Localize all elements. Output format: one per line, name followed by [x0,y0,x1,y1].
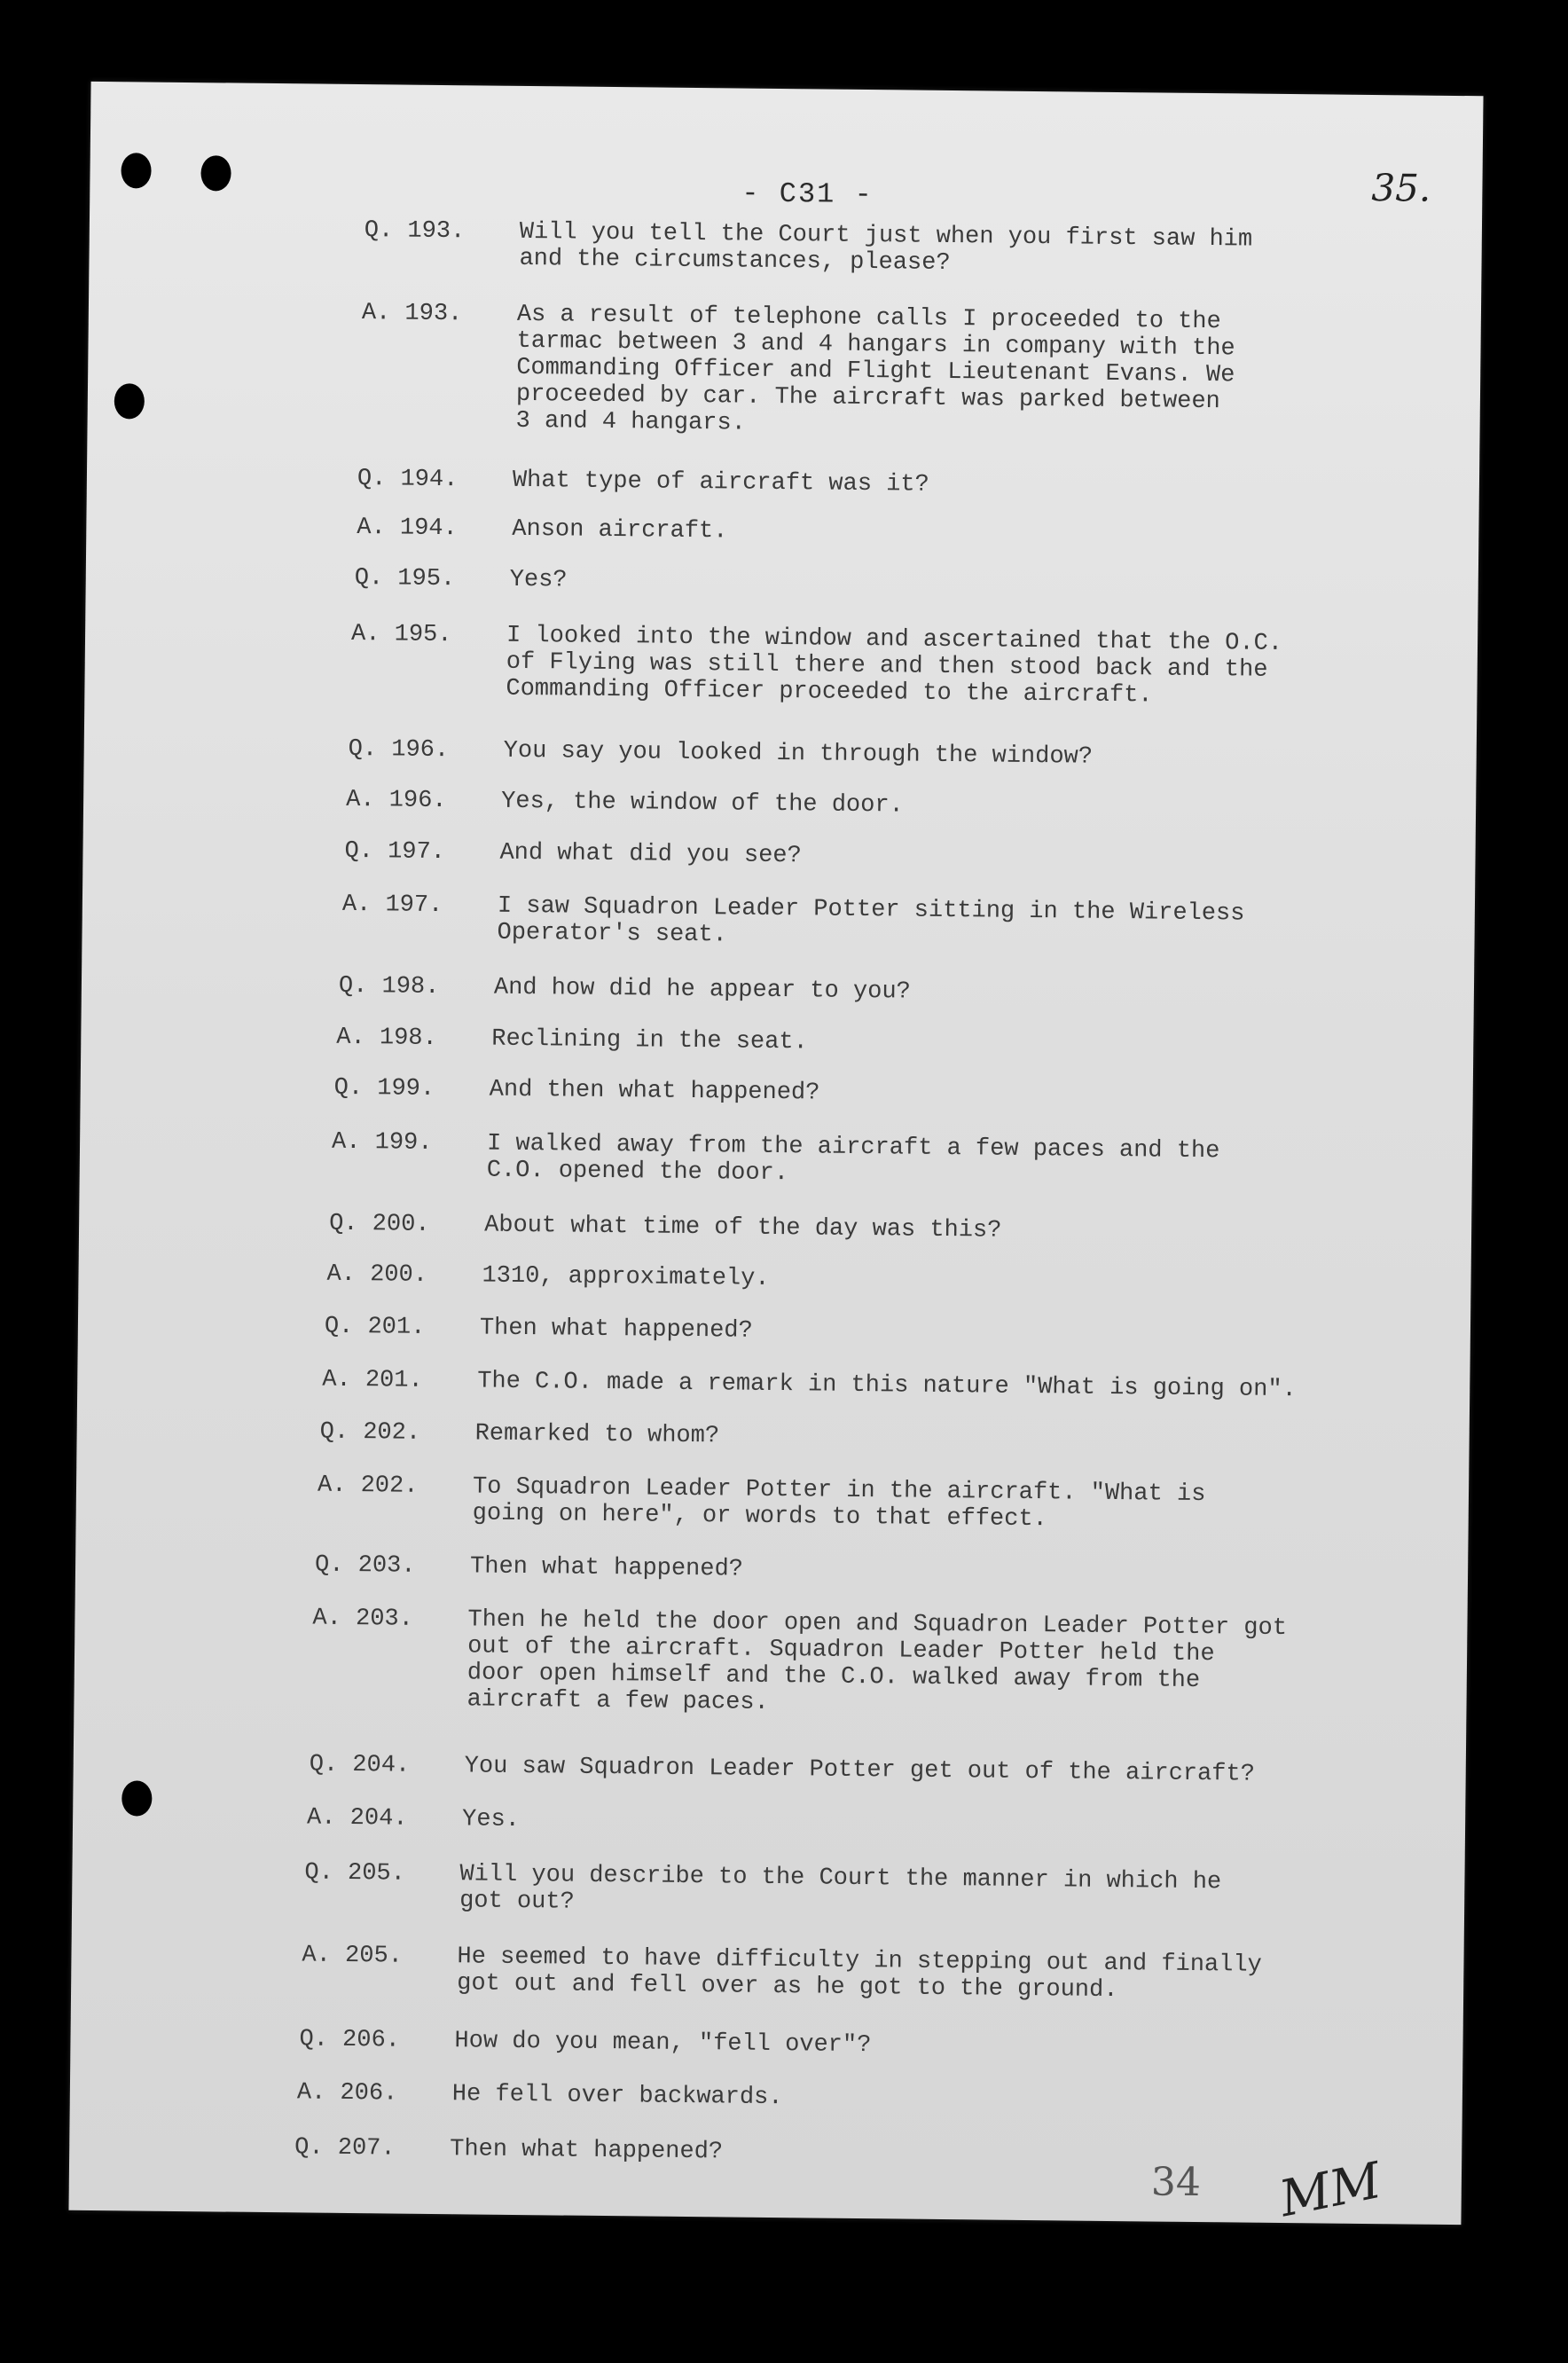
entry-label: Q. 196. [348,735,450,765]
entry-text: Will you tell the Court just when you first saw him and the circumstances, please? [519,218,1253,278]
punch-hole [114,383,145,419]
entry-text: He fell over backwards. [451,2081,783,2112]
entry-text: How do you mean, "fell over"? [454,2028,872,2060]
entry-text: Yes? [509,566,568,594]
entry-text: Will you describe to the Court the manner in which he got out? [459,1861,1222,1916]
qa-entry [326,1260,1568,1292]
qa-entry [302,1942,1568,2005]
qa-entry [341,891,1568,949]
qa-entry [328,1210,1568,1244]
qa-entry [304,1859,1568,1916]
entry-text: And then what happened? [489,1076,820,1107]
entry-label: A. 200. [326,1260,428,1289]
qa-entry [294,2134,1568,2166]
entry-label: Q. 195. [354,564,456,593]
entry-text: Then what happened? [479,1315,753,1345]
qa-entry [361,300,1568,437]
qa-entry [309,1751,1568,1788]
entry-text: Anson aircraft. [512,515,728,546]
entry-label: A. 203. [312,1605,414,1633]
qa-entry [312,1605,1568,1716]
qa-entry [357,466,1568,499]
entry-text: You say you looked in through the window? [503,737,1094,771]
qa-entry [357,514,1568,546]
entry-text: Yes, the window of the door. [500,788,904,820]
entry-text: Then he held the door open and Squadron Leader Potter got out of the aircraft. Squadron Leader Potter held the door open himself and the C.O. walked away from the aircraft a few paces. [466,1606,1288,1716]
entry-text: To Squadron Leader Potter in the aircraft. "What is going on here", or words to that effect. [472,1473,1206,1534]
entry-text: Reclining in the seat. [491,1025,808,1056]
entry-text: And how did he appear to you? [493,974,911,1006]
entry-label: Q. 193. [364,217,466,246]
entry-label: Q. 199. [333,1074,435,1103]
entry-label: A. 205. [302,1942,404,1970]
entry-text: Remarked to whom? [474,1420,720,1450]
entry-text: 1310, approximately. [482,1262,770,1292]
entry-label: A. 201. [322,1366,423,1394]
qa-entry [314,1551,1568,1583]
handwritten-page-number: 35. [1371,165,1431,210]
qa-entry [364,217,1568,278]
qa-entry [354,564,1568,594]
entry-text: I looked into the window and ascertained that the O.C. of Flying was still there and then stood back and the Commanding Officer proceeded to the aircraft. [506,622,1283,710]
qa-entry [336,1024,1568,1056]
entry-text: As a result of telephone calls I proceeded to the tarmac between 3 and 4 hangars in company with the Commanding Officer and Flight Lieutenant Evans. We proceeded by car. The aircraft was parked between 3 and 4 hangars. [515,301,1235,437]
entry-label: Q. 206. [299,2026,401,2054]
stamped-folio-number: 34 [1150,2159,1202,2206]
entry-label: A. 195. [350,620,452,649]
entry-label: A. 197. [341,891,443,920]
qa-entry [338,972,1568,1006]
punch-hole [121,153,151,188]
entry-text: Yes. [461,1806,521,1834]
entry-label: Q. 194. [357,466,459,494]
entry-text: I saw Squadron Leader Potter sitting in the Wireless Operator's seat. [497,892,1245,949]
qa-entry [348,735,1568,771]
entry-text: He seemed to have difficulty in stepping out and finally got out and fell over as he got to the ground. [457,1943,1262,2005]
entry-label: Q. 198. [338,972,440,1001]
qa-entry [345,786,1568,820]
entry-label: Q. 201. [324,1313,426,1341]
entry-text: What type of aircraft was it? [512,467,929,499]
entry-text: The C.O. made a remark in this nature "What is going on". [477,1368,1297,1404]
entry-label: A. 198. [336,1024,437,1052]
entry-text: I walked away from the aircraft a few paces and the C.O. opened the door. [486,1130,1220,1188]
entry-text: And what did you see? [499,839,802,870]
punch-hole [200,155,231,191]
qa-entry [350,620,1568,710]
punch-hole [122,1780,152,1816]
entry-label: A. 202. [317,1472,419,1500]
entry-label: A. 199. [331,1128,433,1157]
qa-entry [319,1418,1568,1450]
entry-label: A. 193. [361,300,463,328]
qa-entry [324,1313,1568,1345]
entry-label: A. 206. [296,2079,398,2108]
entry-text: Then what happened? [450,2136,724,2166]
entry-text: You saw Squadron Leader Potter get out of the aircraft? [464,1753,1256,1788]
handwritten-initials: MM [1274,2151,1386,2229]
document-page [68,82,1483,2229]
entry-label: Q. 207. [294,2134,396,2163]
entry-label: Q. 200. [328,1210,430,1238]
entry-label: Q. 203. [314,1551,416,1580]
qa-entry [317,1472,1568,1534]
qa-entry [333,1074,1568,1107]
entry-label: Q. 205. [304,1859,406,1888]
entry-label: Q. 197. [344,837,446,867]
entry-label: A. 204. [306,1804,408,1833]
qa-entry [331,1128,1568,1188]
page-number: - C31 - [741,177,874,212]
entry-label: Q. 202. [319,1418,421,1447]
qa-entry [296,2079,1568,2112]
entry-label: Q. 204. [309,1751,411,1779]
entry-label: A. 194. [357,514,458,543]
entry-text: About what time of the day was this? [483,1212,1002,1244]
qa-entry [344,837,1568,870]
qa-entry [299,2026,1568,2060]
qa-entry [306,1804,1568,1834]
entry-text: Then what happened? [469,1553,744,1583]
qa-entry [322,1366,1568,1404]
entry-label: A. 196. [345,786,447,815]
